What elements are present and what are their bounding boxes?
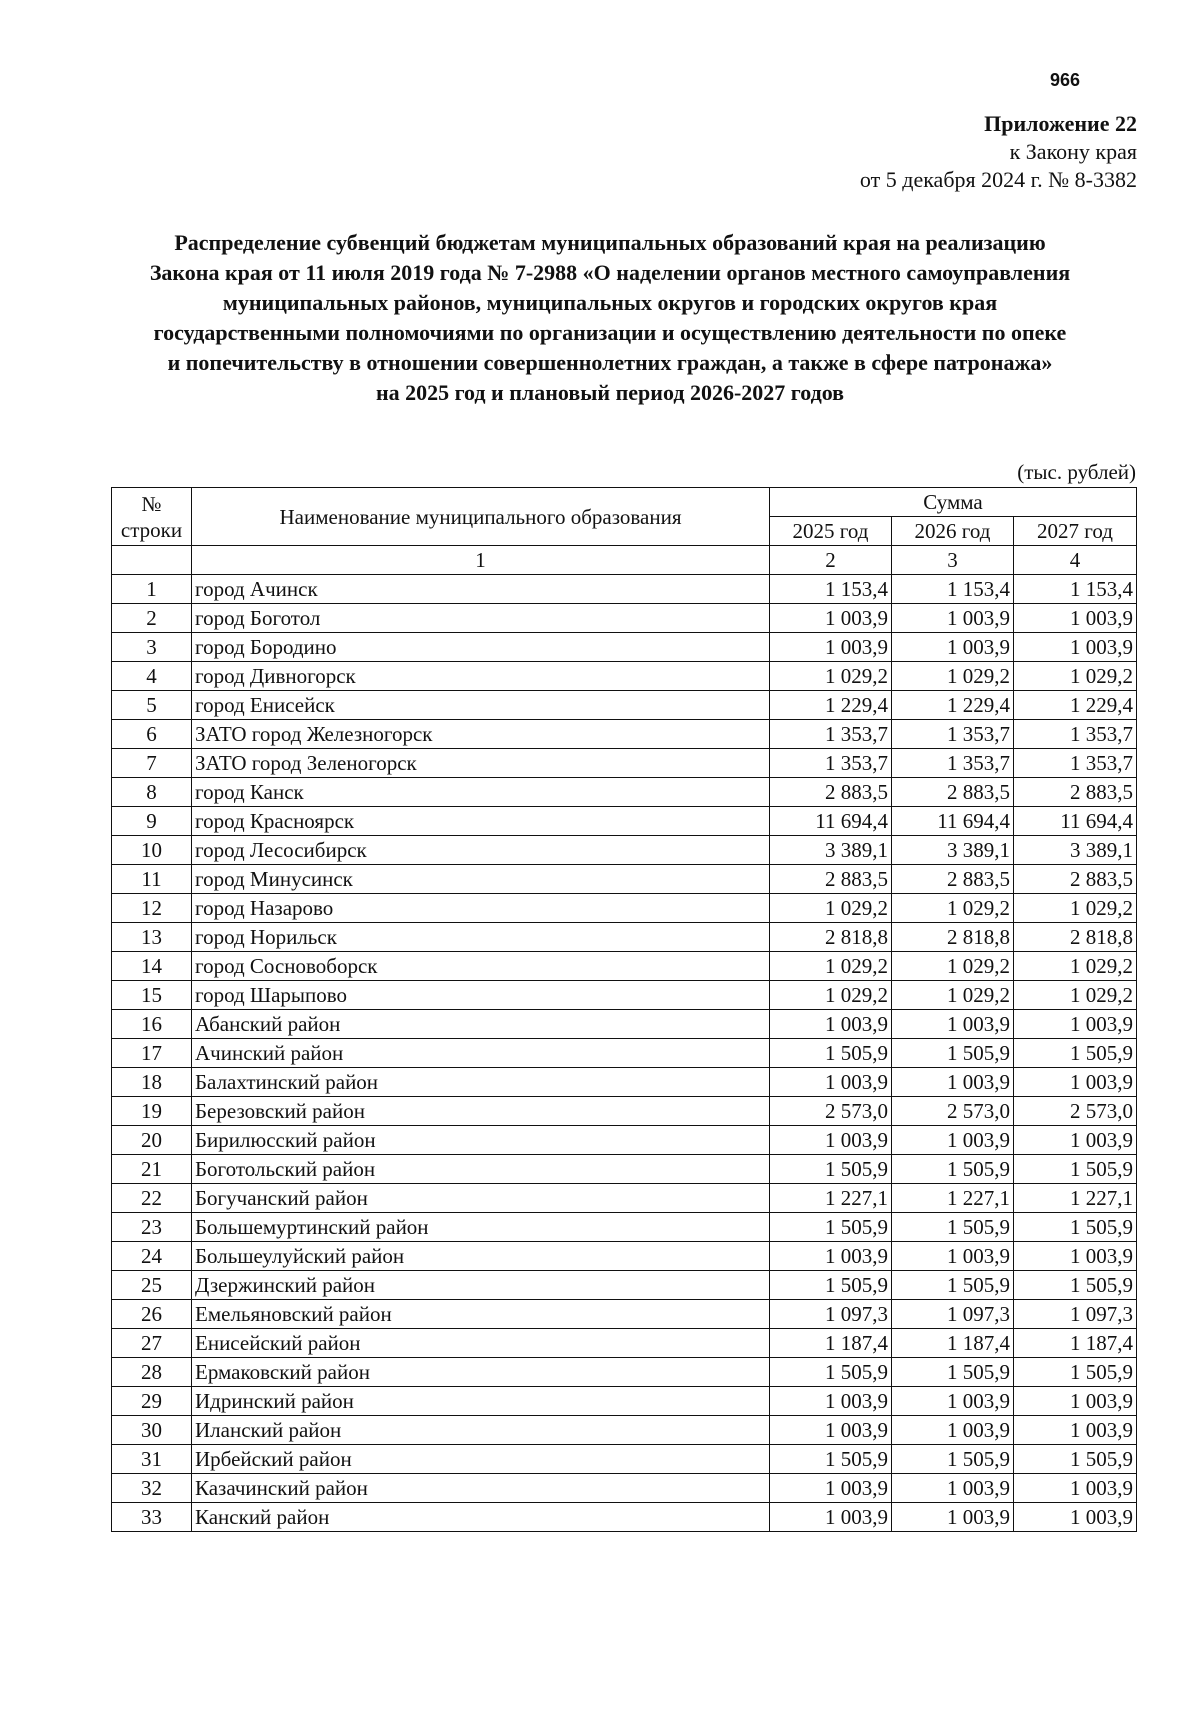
amount-2026-cell: 1 003,9 (892, 1474, 1014, 1503)
municipality-name-cell: город Сосновоборск (192, 952, 770, 981)
header-2025: 2025 год (770, 517, 892, 546)
subvention-table (111, 487, 1137, 1532)
table-row (112, 1242, 1137, 1271)
table-row (112, 1184, 1137, 1213)
municipality-name-cell: город Норильск (192, 923, 770, 952)
row-number-cell: 26 (112, 1300, 192, 1329)
amount-2025-cell: 1 153,4 (770, 575, 892, 604)
table-row (112, 575, 1137, 604)
table-row (112, 807, 1137, 836)
row-number-cell: 29 (112, 1387, 192, 1416)
amount-2025-cell: 1 003,9 (770, 1416, 892, 1445)
amount-2025-cell: 1 003,9 (770, 1126, 892, 1155)
municipality-name-cell: город Назарово (192, 894, 770, 923)
amount-2025-cell: 2 818,8 (770, 923, 892, 952)
amount-2027-cell: 1 029,2 (1014, 662, 1137, 691)
row-number-cell: 28 (112, 1358, 192, 1387)
header-2026: 2026 год (892, 517, 1014, 546)
document-title (110, 228, 1110, 408)
municipality-name-cell: Бирилюсский район (192, 1126, 770, 1155)
table-row (112, 1358, 1137, 1387)
municipality-name-cell: город Дивногорск (192, 662, 770, 691)
municipality-name-cell: Березовский район (192, 1097, 770, 1126)
table-row (112, 604, 1137, 633)
row-number-cell: 17 (112, 1039, 192, 1068)
column-numbers-row (112, 546, 1137, 575)
header-2027: 2027 год (1014, 517, 1137, 546)
municipality-name-cell: Большеулуйский район (192, 1242, 770, 1271)
amount-2027-cell: 1 097,3 (1014, 1300, 1137, 1329)
table-row (112, 836, 1137, 865)
amount-2026-cell: 1 003,9 (892, 1068, 1014, 1097)
municipality-name-cell: Канский район (192, 1503, 770, 1532)
amount-2026-cell: 1 029,2 (892, 981, 1014, 1010)
amount-2027-cell: 1 003,9 (1014, 1068, 1137, 1097)
title-line: Распределение субвенций бюджетам муниципальных образований края на реализацию (174, 230, 1046, 255)
row-number-cell: 4 (112, 662, 192, 691)
municipality-name-cell: Ачинский район (192, 1039, 770, 1068)
amount-2025-cell: 1 003,9 (770, 1503, 892, 1532)
column-number: 4 (1014, 546, 1137, 575)
amount-2027-cell: 1 353,7 (1014, 749, 1137, 778)
table-row (112, 749, 1137, 778)
municipality-name-cell: Емельяновский район (192, 1300, 770, 1329)
municipality-name-cell: город Канск (192, 778, 770, 807)
row-number-cell: 2 (112, 604, 192, 633)
municipality-name-cell: Большемуртинский район (192, 1213, 770, 1242)
amount-2025-cell: 1 353,7 (770, 749, 892, 778)
municipality-name-cell: Балахтинский район (192, 1068, 770, 1097)
row-number-cell: 25 (112, 1271, 192, 1300)
title-line: муниципальных районов, муниципальных округов и городских округов края (222, 290, 998, 315)
row-number-cell: 16 (112, 1010, 192, 1039)
amount-2026-cell: 1 003,9 (892, 1503, 1014, 1532)
amount-2027-cell: 1 505,9 (1014, 1271, 1137, 1300)
table-row (112, 1155, 1137, 1184)
table-row (112, 691, 1137, 720)
amount-2026-cell: 1 003,9 (892, 1242, 1014, 1271)
row-number-cell: 18 (112, 1068, 192, 1097)
table-row (112, 1010, 1137, 1039)
municipality-name-cell: Енисейский район (192, 1329, 770, 1358)
amount-2026-cell: 11 694,4 (892, 807, 1014, 836)
table-row (112, 1300, 1137, 1329)
amount-2026-cell: 1 505,9 (892, 1155, 1014, 1184)
amount-2025-cell: 1 029,2 (770, 894, 892, 923)
amount-2026-cell: 1 505,9 (892, 1213, 1014, 1242)
table-row (112, 1503, 1137, 1532)
row-number-cell: 6 (112, 720, 192, 749)
amount-2026-cell: 2 573,0 (892, 1097, 1014, 1126)
amount-2025-cell: 1 003,9 (770, 1010, 892, 1039)
amount-2027-cell: 3 389,1 (1014, 836, 1137, 865)
amount-2026-cell: 1 505,9 (892, 1445, 1014, 1474)
amount-2025-cell: 1 505,9 (770, 1039, 892, 1068)
amount-2027-cell: 1 003,9 (1014, 1416, 1137, 1445)
row-number-cell: 23 (112, 1213, 192, 1242)
table-row (112, 923, 1137, 952)
municipality-name-cell: город Ачинск (192, 575, 770, 604)
amount-2026-cell: 1 353,7 (892, 720, 1014, 749)
municipality-name-cell: Абанский район (192, 1010, 770, 1039)
amount-2026-cell: 1 505,9 (892, 1039, 1014, 1068)
table-row (112, 1329, 1137, 1358)
table-body (112, 575, 1137, 1532)
amount-2026-cell: 3 389,1 (892, 836, 1014, 865)
table-row (112, 865, 1137, 894)
amount-2027-cell: 1 353,7 (1014, 720, 1137, 749)
amount-2025-cell: 1 227,1 (770, 1184, 892, 1213)
amount-2027-cell: 1 003,9 (1014, 1242, 1137, 1271)
title-line: и попечительству в отношении совершеннолетних граждан, а также в сфере патронажа» (167, 350, 1053, 375)
annex-title: Приложение 22 (984, 111, 1137, 136)
table-row (112, 952, 1137, 981)
table-row (112, 1213, 1137, 1242)
amount-2025-cell: 1 505,9 (770, 1213, 892, 1242)
amount-2025-cell: 11 694,4 (770, 807, 892, 836)
title-line: Закона края от 11 июля 2019 года № 7-2988 «О наделении органов местного самоуправления (149, 260, 1071, 285)
amount-2026-cell: 1 505,9 (892, 1358, 1014, 1387)
municipality-name-cell: город Енисейск (192, 691, 770, 720)
amount-2025-cell: 1 187,4 (770, 1329, 892, 1358)
row-number-cell: 7 (112, 749, 192, 778)
row-number-cell: 14 (112, 952, 192, 981)
table-row (112, 1097, 1137, 1126)
amount-2027-cell: 1 229,4 (1014, 691, 1137, 720)
row-number-cell: 3 (112, 633, 192, 662)
row-number-cell: 31 (112, 1445, 192, 1474)
table-row (112, 1387, 1137, 1416)
table-row (112, 1039, 1137, 1068)
table-row (112, 1271, 1137, 1300)
table-row (112, 1445, 1137, 1474)
municipality-name-cell: Боготольский район (192, 1155, 770, 1184)
municipality-name-cell: город Боготол (192, 604, 770, 633)
amount-2025-cell: 1 353,7 (770, 720, 892, 749)
amount-2026-cell: 1 003,9 (892, 1387, 1014, 1416)
municipality-name-cell: город Бородино (192, 633, 770, 662)
row-number-cell: 22 (112, 1184, 192, 1213)
annex-law-ref: к Закону края (1009, 139, 1137, 164)
amount-2027-cell: 2 883,5 (1014, 865, 1137, 894)
municipality-name-cell: Ермаковский район (192, 1358, 770, 1387)
amount-2026-cell: 1 029,2 (892, 662, 1014, 691)
row-number-cell: 11 (112, 865, 192, 894)
header-sum: Сумма (770, 488, 1137, 517)
amount-2027-cell: 1 187,4 (1014, 1329, 1137, 1358)
amount-2025-cell: 1 505,9 (770, 1155, 892, 1184)
table-row (112, 633, 1137, 662)
amount-2027-cell: 2 883,5 (1014, 778, 1137, 807)
amount-2026-cell: 1 505,9 (892, 1271, 1014, 1300)
amount-2026-cell: 1 029,2 (892, 894, 1014, 923)
amount-2027-cell: 1 029,2 (1014, 894, 1137, 923)
amount-2025-cell: 1 229,4 (770, 691, 892, 720)
amount-2025-cell: 2 883,5 (770, 865, 892, 894)
row-number-cell: 33 (112, 1503, 192, 1532)
municipality-name-cell: ЗАТО город Железногорск (192, 720, 770, 749)
table-row (112, 981, 1137, 1010)
amount-2027-cell: 1 003,9 (1014, 633, 1137, 662)
amount-2026-cell: 1 229,4 (892, 691, 1014, 720)
table-row (112, 1416, 1137, 1445)
row-number-cell: 20 (112, 1126, 192, 1155)
amount-2026-cell: 2 883,5 (892, 778, 1014, 807)
amount-2026-cell: 1 029,2 (892, 952, 1014, 981)
amount-2026-cell: 1 003,9 (892, 633, 1014, 662)
header-row-number-line2: строки (120, 517, 183, 542)
amount-2027-cell: 1 029,2 (1014, 981, 1137, 1010)
municipality-name-cell: Иланский район (192, 1416, 770, 1445)
amount-2026-cell: 1 353,7 (892, 749, 1014, 778)
column-number: 3 (892, 546, 1014, 575)
municipality-name-cell: город Шарыпово (192, 981, 770, 1010)
amount-2025-cell: 1 029,2 (770, 981, 892, 1010)
row-number-cell: 5 (112, 691, 192, 720)
header-name: Наименование муниципального образования (192, 488, 770, 546)
table-header-row (112, 488, 1137, 517)
page-number: 966 (1050, 70, 1081, 90)
row-number-cell: 30 (112, 1416, 192, 1445)
amount-2027-cell: 1 227,1 (1014, 1184, 1137, 1213)
units-label: (тыс. рублей) (1017, 460, 1136, 484)
municipality-name-cell: Ирбейский район (192, 1445, 770, 1474)
row-number-cell: 24 (112, 1242, 192, 1271)
municipality-name-cell: ЗАТО город Зеленогорск (192, 749, 770, 778)
municipality-name-cell: Идринский район (192, 1387, 770, 1416)
row-number-cell: 15 (112, 981, 192, 1010)
amount-2027-cell: 2 818,8 (1014, 923, 1137, 952)
column-number: 1 (192, 546, 770, 575)
municipality-name-cell: Казачинский район (192, 1474, 770, 1503)
row-number-cell: 10 (112, 836, 192, 865)
row-number-cell: 27 (112, 1329, 192, 1358)
header-row-number-line1: № (141, 491, 162, 516)
amount-2025-cell: 1 003,9 (770, 1068, 892, 1097)
amount-2025-cell: 1 003,9 (770, 633, 892, 662)
amount-2027-cell: 1 505,9 (1014, 1213, 1137, 1242)
annex-block (860, 110, 1137, 194)
table-row (112, 1068, 1137, 1097)
row-number-cell: 21 (112, 1155, 192, 1184)
row-number-cell: 32 (112, 1474, 192, 1503)
amount-2025-cell: 1 505,9 (770, 1271, 892, 1300)
row-number-cell: 1 (112, 575, 192, 604)
amount-2025-cell: 1 003,9 (770, 604, 892, 633)
amount-2025-cell: 1 029,2 (770, 952, 892, 981)
amount-2025-cell: 1 029,2 (770, 662, 892, 691)
amount-2025-cell: 1 097,3 (770, 1300, 892, 1329)
amount-2025-cell: 1 505,9 (770, 1358, 892, 1387)
amount-2026-cell: 1 227,1 (892, 1184, 1014, 1213)
table-row (112, 662, 1137, 691)
table-row (112, 1126, 1137, 1155)
amount-2026-cell: 1 097,3 (892, 1300, 1014, 1329)
amount-2025-cell: 2 883,5 (770, 778, 892, 807)
municipality-name-cell: Дзержинский район (192, 1271, 770, 1300)
column-number-empty (112, 546, 192, 575)
amount-2027-cell: 1 505,9 (1014, 1155, 1137, 1184)
title-line: на 2025 год и плановый период 2026-2027 годов (375, 380, 845, 405)
amount-2027-cell: 2 573,0 (1014, 1097, 1137, 1126)
municipality-name-cell: город Лесосибирск (192, 836, 770, 865)
amount-2027-cell: 1 029,2 (1014, 952, 1137, 981)
amount-2027-cell: 1 003,9 (1014, 1503, 1137, 1532)
amount-2026-cell: 1 003,9 (892, 1416, 1014, 1445)
table-row (112, 894, 1137, 923)
annex-date: от 5 декабря 2024 г. № 8-3382 (859, 167, 1137, 192)
amount-2027-cell: 1 003,9 (1014, 1126, 1137, 1155)
amount-2025-cell: 1 003,9 (770, 1474, 892, 1503)
amount-2027-cell: 1 505,9 (1014, 1358, 1137, 1387)
amount-2027-cell: 1 153,4 (1014, 575, 1137, 604)
row-number-cell: 13 (112, 923, 192, 952)
row-number-cell: 8 (112, 778, 192, 807)
amount-2027-cell: 11 694,4 (1014, 807, 1137, 836)
amount-2026-cell: 1 003,9 (892, 604, 1014, 633)
amount-2026-cell: 1 187,4 (892, 1329, 1014, 1358)
amount-2026-cell: 2 818,8 (892, 923, 1014, 952)
header-row-number (112, 488, 192, 546)
amount-2027-cell: 1 003,9 (1014, 1387, 1137, 1416)
municipality-name-cell: Богучанский район (192, 1184, 770, 1213)
amount-2025-cell: 3 389,1 (770, 836, 892, 865)
amount-2026-cell: 1 153,4 (892, 575, 1014, 604)
amount-2025-cell: 1 003,9 (770, 1242, 892, 1271)
amount-2026-cell: 1 003,9 (892, 1126, 1014, 1155)
amount-2025-cell: 2 573,0 (770, 1097, 892, 1126)
row-number-cell: 12 (112, 894, 192, 923)
amount-2026-cell: 2 883,5 (892, 865, 1014, 894)
table-row (112, 1474, 1137, 1503)
amount-2027-cell: 1 003,9 (1014, 1010, 1137, 1039)
amount-2027-cell: 1 003,9 (1014, 1474, 1137, 1503)
column-number: 2 (770, 546, 892, 575)
amount-2025-cell: 1 003,9 (770, 1387, 892, 1416)
row-number-cell: 9 (112, 807, 192, 836)
municipality-name-cell: город Минусинск (192, 865, 770, 894)
amount-2026-cell: 1 003,9 (892, 1010, 1014, 1039)
table-row (112, 720, 1137, 749)
title-line: государственными полномочиями по организации и осуществлению деятельности по опеке (153, 320, 1067, 345)
table-row (112, 778, 1137, 807)
municipality-name-cell: город Красноярск (192, 807, 770, 836)
amount-2027-cell: 1 003,9 (1014, 604, 1137, 633)
amount-2027-cell: 1 505,9 (1014, 1039, 1137, 1068)
amount-2027-cell: 1 505,9 (1014, 1445, 1137, 1474)
row-number-cell: 19 (112, 1097, 192, 1126)
amount-2025-cell: 1 505,9 (770, 1445, 892, 1474)
